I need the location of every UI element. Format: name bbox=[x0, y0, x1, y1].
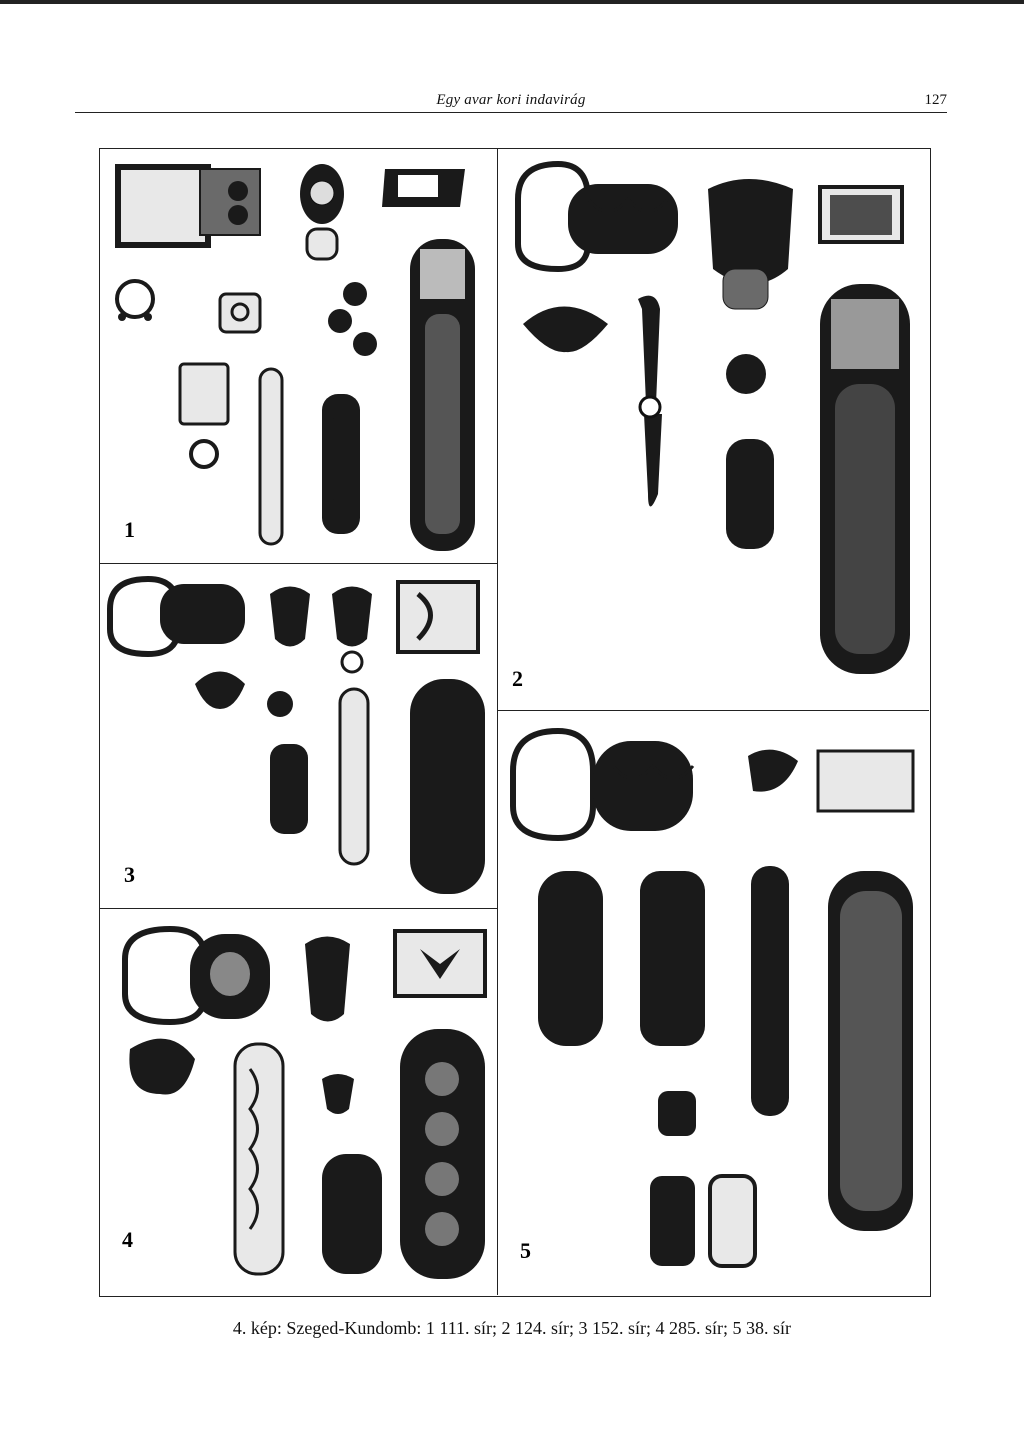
propeller-center bbox=[640, 397, 660, 417]
panel-number-5: 5 bbox=[520, 1238, 531, 1263]
rect-plaque bbox=[395, 931, 485, 996]
panel-1 bbox=[100, 149, 498, 564]
panel-2 bbox=[498, 149, 929, 711]
top-edge-rule bbox=[0, 0, 1024, 4]
rivet bbox=[228, 205, 248, 225]
bead bbox=[118, 313, 126, 321]
strap-medallion bbox=[425, 1212, 459, 1246]
main-strap-end-panel bbox=[840, 891, 902, 1211]
panel-1-artifacts bbox=[100, 149, 498, 564]
buckle-plate bbox=[200, 169, 260, 235]
shield-mount bbox=[332, 587, 372, 647]
square-plaque bbox=[398, 582, 478, 652]
panel-4 bbox=[100, 909, 498, 1295]
page-number: 127 bbox=[924, 92, 947, 108]
panel-3 bbox=[100, 564, 498, 909]
plaque-ring bbox=[191, 441, 217, 467]
rect-plaque-inlay bbox=[830, 195, 892, 235]
quatrefoil-mount bbox=[726, 354, 766, 394]
shield-mount-pendant bbox=[723, 269, 768, 309]
small-strap-end bbox=[710, 1176, 755, 1266]
main-strap-end-top bbox=[831, 299, 899, 369]
main-strap-end-panel bbox=[425, 314, 460, 534]
panel-3-artifacts bbox=[100, 564, 498, 909]
strap-medallion bbox=[425, 1112, 459, 1146]
figure-plate bbox=[99, 148, 931, 1297]
figure-caption: 4. kép: Szeged-Kundomb: 1 111. sír; 2 124. sír; 3 152. sír; 4 285. sír; 5 38. sír bbox=[232, 1318, 792, 1338]
main-strap-end-panel bbox=[835, 384, 895, 654]
panel-number-4: 4 bbox=[122, 1227, 133, 1252]
knob bbox=[328, 309, 352, 333]
small-mount bbox=[658, 1091, 696, 1136]
running-title: Egy avar kori indavirág bbox=[436, 92, 586, 108]
long-strap-end bbox=[751, 866, 789, 1116]
panel-5-artifacts bbox=[498, 711, 929, 1295]
small-strap-end bbox=[322, 394, 360, 534]
strap-end-loop bbox=[307, 229, 337, 259]
ornament-inner bbox=[310, 181, 334, 205]
crescent-mount bbox=[195, 672, 245, 710]
small-mount bbox=[220, 294, 260, 332]
folded-mount-window bbox=[398, 175, 438, 197]
shield-mount bbox=[270, 587, 310, 647]
buckle-plate bbox=[568, 184, 678, 254]
small-mount bbox=[267, 691, 293, 717]
shield-mount bbox=[305, 937, 350, 1022]
buckle-plate bbox=[593, 741, 693, 831]
knob bbox=[343, 282, 367, 306]
small-strap-end bbox=[322, 1154, 382, 1274]
panel-4-artifacts bbox=[100, 909, 498, 1295]
panel-number-1: 1 bbox=[124, 517, 135, 542]
plate-boss bbox=[210, 952, 250, 996]
main-strap-end-top bbox=[420, 249, 465, 299]
strap-medallion bbox=[425, 1062, 459, 1096]
panel-number-3: 3 bbox=[124, 862, 135, 887]
panel-5 bbox=[498, 711, 929, 1295]
mount-ring bbox=[342, 652, 362, 672]
panel-2-artifacts bbox=[498, 149, 929, 711]
long-bar bbox=[340, 689, 368, 864]
rivet bbox=[228, 181, 248, 201]
rect-plaque bbox=[818, 751, 913, 811]
shield-mount bbox=[708, 179, 793, 284]
long-bar bbox=[260, 369, 282, 544]
bead bbox=[144, 313, 152, 321]
small-shield-mount bbox=[322, 1074, 354, 1114]
small-strap-end bbox=[650, 1176, 695, 1266]
buckle-frame bbox=[118, 167, 208, 245]
strap-end bbox=[640, 871, 705, 1046]
small-strap-end bbox=[270, 744, 308, 834]
long-bar-ornamented bbox=[235, 1044, 283, 1274]
buckle-plate bbox=[160, 584, 245, 644]
knob bbox=[353, 332, 377, 356]
small-strap-end bbox=[726, 439, 774, 549]
buckle-loop bbox=[513, 731, 593, 838]
crescent-mount bbox=[748, 750, 798, 792]
main-strap-end bbox=[410, 679, 485, 894]
ring-plaque bbox=[180, 364, 228, 424]
crescent-mount bbox=[523, 307, 608, 353]
panel-number-2: 2 bbox=[512, 666, 523, 691]
heart-mount bbox=[129, 1039, 195, 1095]
small-ring bbox=[117, 281, 153, 317]
propeller-lower bbox=[644, 414, 662, 507]
strap-end bbox=[538, 871, 603, 1046]
strap-medallion bbox=[425, 1162, 459, 1196]
running-head bbox=[75, 90, 947, 113]
